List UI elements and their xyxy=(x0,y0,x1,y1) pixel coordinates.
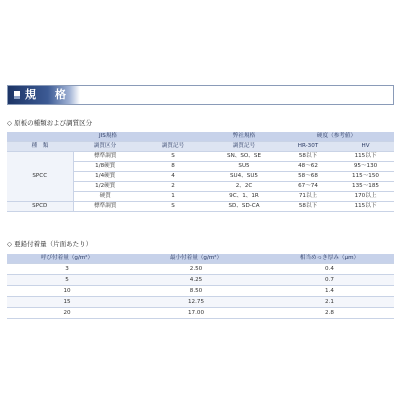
maker-cell: SN、SO、SE xyxy=(209,152,279,162)
table-row xyxy=(7,152,394,162)
table-row xyxy=(7,264,394,275)
header-hr30t: HR-30T xyxy=(279,142,337,152)
zinc-coating-table xyxy=(7,254,394,319)
minimum-cell: 17.00 xyxy=(127,308,265,319)
header-tag xyxy=(8,86,80,104)
code-cell: 4 xyxy=(137,172,209,182)
header-jis: JIS規格 xyxy=(7,132,209,142)
code-cell: S xyxy=(137,152,209,162)
temper-cell: 1/8硬質 xyxy=(73,162,137,172)
header-hv: HV xyxy=(337,142,394,152)
hr-cell: 58〜68 xyxy=(279,172,337,182)
minimum-cell: 4.25 xyxy=(127,275,265,286)
hv-cell: 115以下 xyxy=(337,202,394,212)
square-bullet-shadow-icon xyxy=(14,96,20,99)
table-row xyxy=(7,297,394,308)
hv-cell: 115以下 xyxy=(337,152,394,162)
nominal-cell: 3 xyxy=(7,264,127,275)
hv-cell: 170以上 xyxy=(337,192,394,202)
section-title-zinc-coating: ◇ 亜鉛付着量（片面あたり） xyxy=(7,240,93,248)
header-hardness: 硬度（参考値） xyxy=(279,132,394,142)
minimum-cell: 2.50 xyxy=(127,264,265,275)
header-nominal: 呼び付着量（g/m²） xyxy=(7,254,127,264)
header-maker: 弊社規格 xyxy=(209,132,279,142)
kind-spcc: SPCC xyxy=(7,152,73,202)
maker-cell: SU4、SU5 xyxy=(209,172,279,182)
base-metal-table xyxy=(7,132,394,212)
table-header-row xyxy=(7,254,394,264)
table-header-row xyxy=(7,132,394,142)
thickness-cell: 2.8 xyxy=(265,308,394,319)
temper-cell: 硬質 xyxy=(73,192,137,202)
maker-cell: SU5 xyxy=(209,162,279,172)
header-temper: 調質区分 xyxy=(73,142,137,152)
section-title-base-metal: ◇ 原板の種類および調質区分 xyxy=(7,119,93,127)
hr-cell: 71以上 xyxy=(279,192,337,202)
hr-cell: 48〜62 xyxy=(279,162,337,172)
minimum-cell: 8.50 xyxy=(127,286,265,297)
temper-cell: 標準調質 xyxy=(73,152,137,162)
nominal-cell: 15 xyxy=(7,297,127,308)
maker-cell: 9C、1、1R xyxy=(209,192,279,202)
hr-cell: 67〜74 xyxy=(279,182,337,192)
header-thickness: 相当めっき厚み（μm） xyxy=(265,254,394,264)
code-cell: 2 xyxy=(137,182,209,192)
hv-cell: 115〜150 xyxy=(337,172,394,182)
maker-cell: 2、2C xyxy=(209,182,279,192)
temper-cell: 1/4硬質 xyxy=(73,172,137,182)
hv-cell: 95〜130 xyxy=(337,162,394,172)
page-title: 規 格 xyxy=(25,88,70,101)
header-maker-code: 調質記号 xyxy=(209,142,279,152)
code-cell: 8 xyxy=(137,162,209,172)
code-cell: 1 xyxy=(137,192,209,202)
kind-spcd: SPCD xyxy=(7,202,73,212)
table-row xyxy=(7,308,394,319)
minimum-cell: 12.75 xyxy=(127,297,265,308)
table-row xyxy=(7,275,394,286)
table-row xyxy=(7,202,394,212)
hr-cell: 58以下 xyxy=(279,202,337,212)
temper-cell: 1/2硬質 xyxy=(73,182,137,192)
thickness-cell: 0.4 xyxy=(265,264,394,275)
nominal-cell: 5 xyxy=(7,275,127,286)
thickness-cell: 1.4 xyxy=(265,286,394,297)
code-cell: S xyxy=(137,202,209,212)
thickness-cell: 2.1 xyxy=(265,297,394,308)
header-temper-code: 調質記号 xyxy=(137,142,209,152)
section-header-bar xyxy=(7,85,394,105)
header-minimum: 最小付着量（g/m²） xyxy=(127,254,265,264)
temper-cell: 標準調質 xyxy=(73,202,137,212)
nominal-cell: 20 xyxy=(7,308,127,319)
hv-cell: 135〜185 xyxy=(337,182,394,192)
table-subheader-row xyxy=(7,142,394,152)
hr-cell: 58以下 xyxy=(279,152,337,162)
maker-cell: SD、SD-CA xyxy=(209,202,279,212)
thickness-cell: 0.7 xyxy=(265,275,394,286)
table-row xyxy=(7,286,394,297)
header-kind: 種 類 xyxy=(7,142,73,152)
nominal-cell: 10 xyxy=(7,286,127,297)
